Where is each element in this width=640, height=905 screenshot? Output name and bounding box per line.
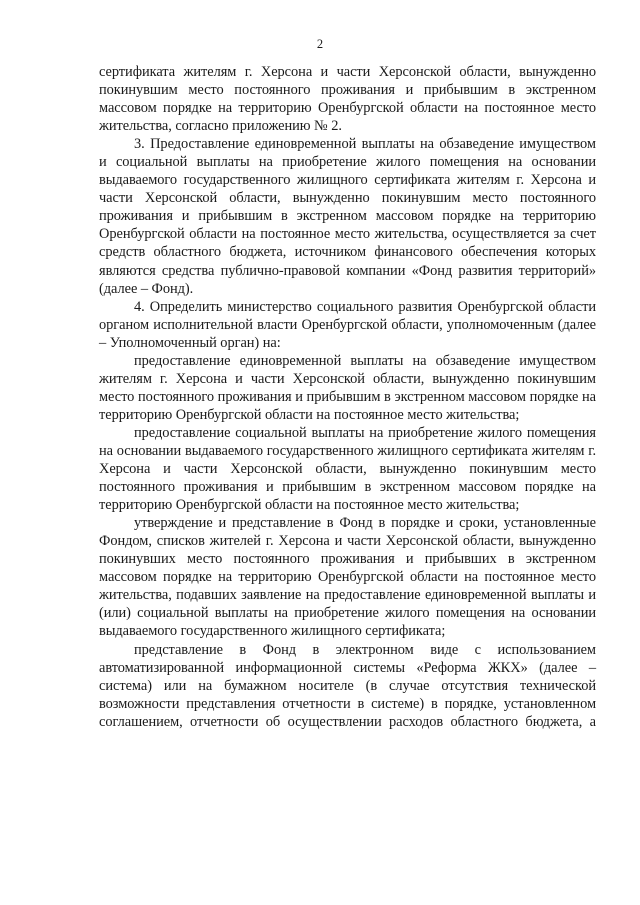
paragraph-item-4-authorized-body: 4. Определить министерство социального развития Оренбургской области органом исполнительной власти Оренбургской области, уполномоченным (далее – Уполномоченный орган) на: <box>99 298 596 351</box>
paragraph-certificate-continuation: сертификата жителям г. Херсона и части Херсонской области, вынужденно покинувшим место постоянного проживания и прибывшим в экстренном массовом порядке на территорию Оренбургской области на постоянное место жительства, согласно приложению № 2. <box>99 64 596 135</box>
paragraph-item-3-funding: 3. Предоставление единовременной выплаты на обзаведение имуществом и социальной выплаты на приобретение жилого помещения на основании выдаваемого государственного жилищного сертификата жителям г. Херсона и части Херсонской области, вынужденно покинувшим место постоянного проживания и прибывшим в экстренном массовом порядке на территорию Оренбургской области на постоянное место жительства, осуществляется за счет средств областного бюджета, источником финансового обеспечения которых являются средства публично-правовой компании «Фонд развития территорий» (далее – Фонд). <box>99 136 596 297</box>
page-number: 2 <box>316 37 324 51</box>
paragraph-housing-payment: предоставление социальной выплаты на приобретение жилого помещения на основании выдаваемого государственного жилищного сертификата жителям г. Херсона и части Херсонской области, вынужденно покинувшим место постоянного проживания и прибывшим в экстренном массовом порядке на территорию Оренбургской области на постоянное место жительства; <box>99 424 596 514</box>
paragraph-one-time-payment: предоставление единовременной выплаты на обзаведение имуществом жителям г. Херсона и части Херсонской области, вынужденно покинувшим место постоянного проживания и прибывшим в экстренном массовом порядке на территорию Оренбургской области на постоянное место жительства; <box>99 352 596 423</box>
document-body <box>99 63 596 731</box>
paragraph-reporting: представление в Фонд в электронном виде с использованием автоматизированной информационной системы «Реформа ЖКХ» (далее – система) или на бумажном носителе (в случае отсутствия технической возможности представления отчетности в системе) в порядке, установленном соглашением, отчетности об осуществлении расходов областного бюджета, а <box>99 641 596 730</box>
paragraph-resident-lists: утверждение и представление в Фонд в порядке и сроки, установленные Фондом, списков жителей г. Херсона и части Херсонской области, вынужденно покинувших место постоянного проживания и прибывших в экстренном массовом порядке на территорию Оренбургской области на постоянное место жительства, подавших заявление на предоставление единовременной выплаты и (или) социальной выплаты на приобретение жилого помещения на основании выдаваемого государственного жилищного сертификата; <box>99 515 596 640</box>
